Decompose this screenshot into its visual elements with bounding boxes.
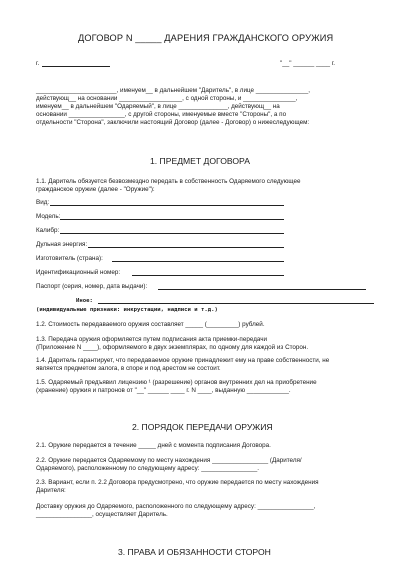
field-energy-label: Дульная энергия: <box>36 241 88 248</box>
field-model-label: Модель: <box>36 213 61 220</box>
field-other-label: Иное: <box>76 298 93 304</box>
clause-1-5-line-1: 1.5. Одаряемый предъявил лицензию ¹ (разрешение) органов внутренних дел на приобретение <box>36 379 317 386</box>
clause-2-2-line-1: 2.2. Оружие передается Одаряемому по месту нахождения ________________ (Дарителя/ <box>36 457 302 464</box>
preamble-line-3: именуем__ в дальнейшем "Одаряемый", в лице ______________, действующ__ на <box>36 103 280 110</box>
field-other-blank <box>98 303 374 304</box>
field-energy-blank <box>88 247 284 248</box>
section-3-heading: 3. ПРАВА И ОБЯЗАННОСТИ СТОРОН <box>118 547 271 557</box>
field-model-blank <box>60 219 284 220</box>
clause-2-1: 2.1. Оружие передается в течение _____ дней с момента подписания Договора. <box>36 442 271 449</box>
clause-1-2: 1.2. Стоимость передаваемого оружия составляет _____ (_________) рублей. <box>36 321 265 328</box>
clause-1-1-line-2: гражданское оружие (далее - "Оружие"): <box>36 186 155 193</box>
field-kind-blank <box>50 205 284 206</box>
document-title: ДОГОВОР N _____ ДАРЕНИЯ ГРАЖДАНСКОГО ОРУЖИЯ <box>78 33 334 43</box>
field-manufacturer-blank <box>112 261 284 262</box>
date-label: "__" ______ ____ г. <box>280 60 336 67</box>
clause-1-4-line-1: 1.4. Даритель гарантирует, что передаваемое оружие принадлежит ему на праве собственности, не <box>36 357 330 364</box>
clause-2-2-line-2: Одаряемого), расположенному по следующему адресу: ________________. <box>36 465 259 472</box>
clause-1-4-line-2: является предметом залога, в споре и под арестом не состоит. <box>36 365 221 372</box>
section-2-heading: 2. ПОРЯДОК ПЕРЕДАЧИ ОРУЖИЯ <box>132 422 273 432</box>
clause-2-3-line-1: 2.3. Вариант, если п. 2.2 Договора предусмотрено, что оружие передается по месту нахождения <box>36 479 319 486</box>
field-passport-blank <box>158 289 366 290</box>
preamble-line-1: _______________________, именуем__ в дальнейшем "Даритель", в лице _______________, <box>36 87 311 94</box>
field-passport-label: Паспорт (серия, номер, дата выдачи): <box>36 283 148 290</box>
preamble-line-5: отдельности "Сторона", заключили настоящий Договор (далее - Договор) о нижеследующем: <box>36 119 310 126</box>
clause-1-1-line-1: 1.1. Даритель обязуется безвозмездно передать в собственность Одаряемого следующее <box>36 178 301 185</box>
field-caliber-blank <box>60 233 284 234</box>
preamble-line-2: действующ__ на основании __________________, с одной стороны, и _______________, <box>36 95 298 102</box>
section-1-heading: 1. ПРЕДМЕТ ДОГОВОРА <box>150 156 250 166</box>
clause-2-3-line-2: Дарителя: <box>36 487 66 494</box>
clause-1-3-line-1: 1.3. Передача оружия оформляется путем подписания акта приемки-передачи <box>36 336 268 343</box>
field-kind-label: Вид: <box>36 199 50 206</box>
clause-1-5-line-2: (хранение) оружия и патронов от "__" ______ ____ г. N ____, выданную ____________. <box>36 387 291 394</box>
field-id-number-label: Идентификационный номер: <box>36 269 121 276</box>
clause-2-3-delivery-line-2: ________________, осуществляет Даритель. <box>36 511 168 518</box>
field-other-note: (индивидуальные признаки: инкрустации, надписи и т.д.) <box>36 307 218 313</box>
city-blank <box>42 66 110 67</box>
city-label: г. <box>36 60 40 67</box>
clause-1-3-line-2: (Приложение N ____), оформляемого в двух экземплярах, по одному для каждой из Сторон. <box>36 344 309 351</box>
field-manufacturer-label: Изготовитель (страна): <box>36 255 103 262</box>
clause-2-3-delivery-line-1: Доставку оружия до Одаряемого, расположенного по следующему адресу: ________________, <box>36 503 316 510</box>
preamble-line-4: основании ________________, с другой стороны, именуемые вместе "Стороны", а по <box>36 111 287 118</box>
field-id-number-blank <box>132 275 284 276</box>
field-caliber-label: Калибр: <box>36 227 60 234</box>
